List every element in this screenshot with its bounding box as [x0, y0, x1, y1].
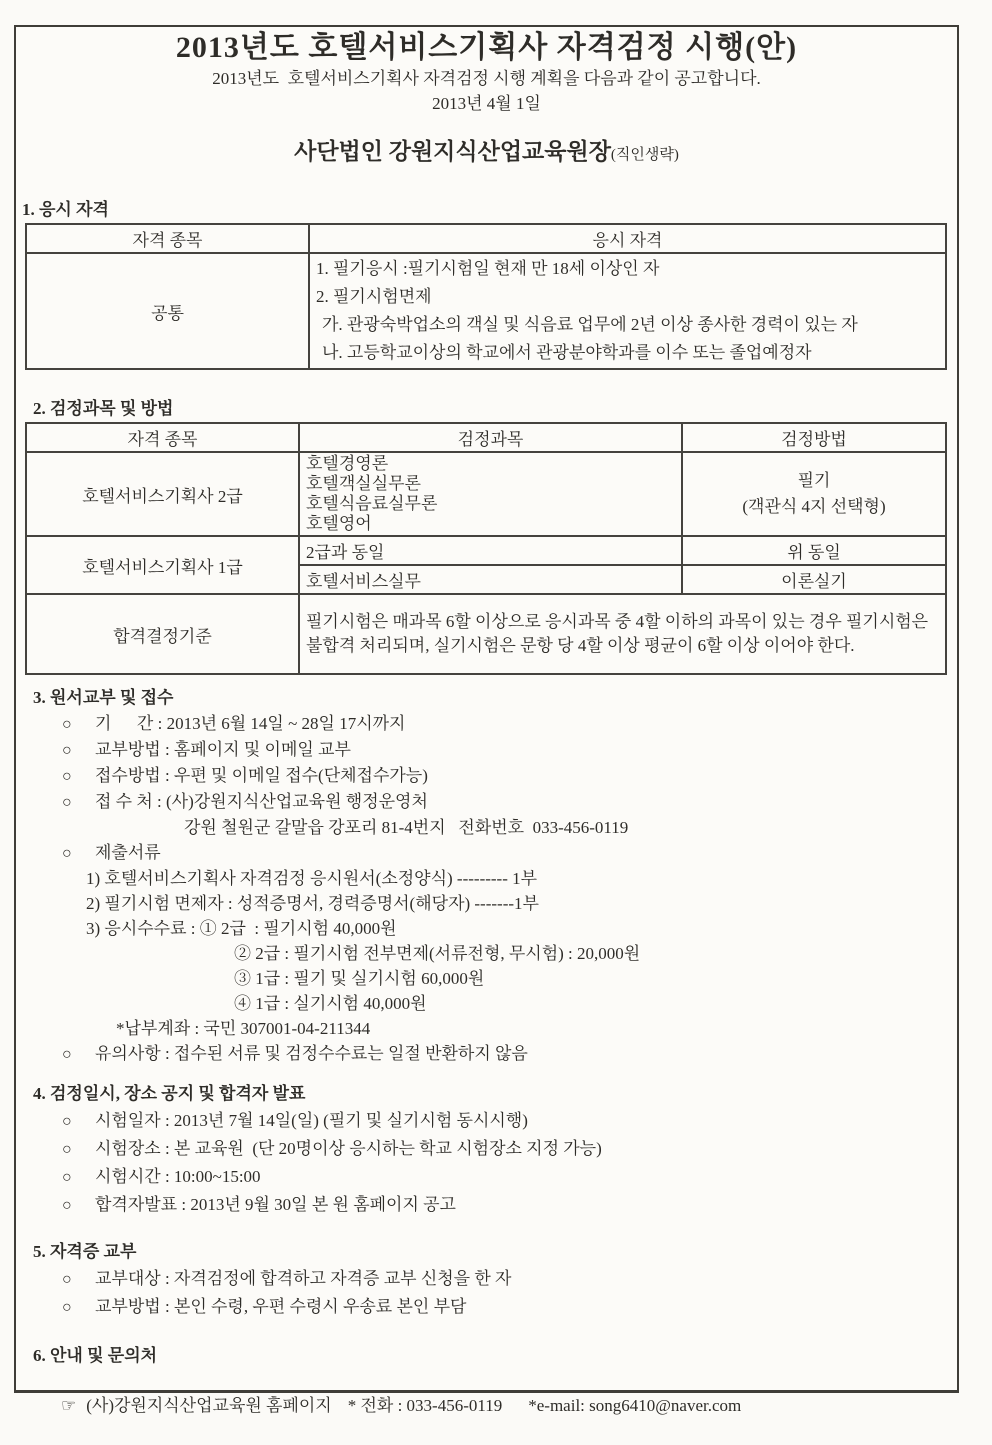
contact-email: *e-mail: song6410@naver.com	[528, 1396, 742, 1415]
item-text: 시험시간 : 10:00~15:00	[95, 1167, 261, 1186]
payment-account-line: *납부계좌 : 국민 307001-04-211344	[116, 1019, 371, 1038]
grade1-subject-cell: 호텔서비스실무	[299, 565, 682, 594]
page-title: 2013년도 호텔서비스기획사 자격검정 시행(안)	[175, 31, 798, 64]
section-3-heading: 3. 원서교부 및 접수	[33, 688, 174, 707]
table-header-row	[26, 423, 946, 452]
issuer-line	[16, 136, 957, 171]
col-header-eligibility: 응시 자격	[309, 224, 946, 253]
table-row-grade1a	[26, 536, 946, 565]
circle-bullet-icon: ○	[62, 742, 72, 759]
item-text: 접 수 처 : (사)강원지식산업교육원 행정운영처	[95, 792, 428, 811]
list-item-exam-time	[16, 1163, 957, 1191]
pass-criteria-text-cell: 필기시험은 매과목 6할 이상으로 응시과목 중 4할 이하의 과목이 있는 경우 필기시험은 불합격 처리되며, 실기시험은 문항 당 4할 이상 평균이 6할 이상 이어야 한다.	[299, 594, 946, 674]
pass-criteria-label-cell: 합격결정기준	[26, 594, 299, 674]
fee-item-2: ② 2급 : 필기시험 전부면제(서류전형, 무시험) : 20,000원	[234, 944, 641, 963]
list-item-result	[16, 1191, 957, 1219]
office-address-line: 강원 철원군 갈말읍 강포리 81-4번지 전화번호 033-456-0119	[184, 818, 629, 837]
section-4-list	[16, 1107, 957, 1219]
list-item-period	[16, 711, 957, 737]
list-item-issue-method	[16, 1293, 957, 1321]
grade1-method-cell: 이론실기	[682, 565, 946, 594]
item-text: 시험일자 : 2013년 7월 14일(일) (필기 및 실기시험 동시시행)	[95, 1111, 528, 1130]
subject-line: 호텔식음료실무론	[306, 494, 438, 513]
col-header-category: 자격 종목	[26, 423, 299, 452]
grade1-label-cell: 호텔서비스기획사 1급	[26, 536, 299, 594]
list-item-exam-date	[16, 1107, 957, 1135]
pointing-hand-icon: ☞	[61, 1396, 77, 1415]
announcement-subtitle: 2013년도 호텔서비스기획사 자격검정 시행 계획을 다음과 같이 공고합니다.	[212, 69, 761, 88]
list-item-issue-method	[16, 737, 957, 763]
table-row-pass-criteria	[26, 594, 946, 674]
item-text: 교부대상 : 자격검정에 합격하고 자격증 교부 신청을 한 자	[95, 1269, 512, 1288]
eligibility-table	[25, 223, 947, 370]
list-item-exam-place	[16, 1135, 957, 1163]
contact-phone: * 전화 : 033-456-0119	[347, 1396, 503, 1415]
category-cell: 공통	[26, 253, 309, 369]
circle-bullet-icon: ○	[62, 1046, 72, 1063]
section-6-heading: 6. 안내 및 문의처	[33, 1346, 158, 1365]
announcement-date: 2013년 4월 1일	[432, 94, 541, 113]
section-4-heading: 4. 검정일시, 장소 공지 및 합격자 발표	[33, 1084, 306, 1103]
requirement-line: 2. 필기시험면제	[316, 287, 432, 306]
grade2-label-cell: 호텔서비스기획사 2급	[26, 452, 299, 536]
document-item-1: 1) 호텔서비스기획사 자격검정 응시원서(소정양식) --------- 1부	[86, 869, 538, 888]
section-1-heading: 1. 응시 자격	[22, 200, 109, 219]
item-text: 시험장소 : 본 교육원 (단 20명이상 응시하는 학교 시험장소 지정 가능)	[95, 1139, 602, 1158]
circle-bullet-icon: ○	[62, 1271, 72, 1288]
col-header-method: 검정방법	[682, 423, 946, 452]
issuer-seal-note: (직인생략)	[610, 147, 679, 163]
col-header-category: 자격 종목	[26, 224, 309, 253]
list-item-issue-target	[16, 1265, 957, 1293]
table-row-grade2	[26, 452, 946, 536]
fee-item-4: ④ 1급 : 실기시험 40,000원	[234, 994, 427, 1013]
col-header-subjects: 검정과목	[299, 423, 682, 452]
subject-line: 호텔경영론	[306, 454, 389, 473]
contact-line	[16, 1367, 957, 1445]
list-item-receipt-office	[16, 789, 957, 815]
circle-bullet-icon: ○	[62, 1299, 72, 1316]
list-item-notice	[16, 1041, 957, 1067]
document-item-3-fee-1: 3) 응시수수료 : ① 2급 : 필기시험 40,000원	[86, 919, 397, 938]
table-row	[26, 253, 946, 369]
issuer-name: 사단법인 강원지식산업교육원장	[294, 139, 611, 164]
section-5-list	[16, 1265, 957, 1321]
table-header-row	[26, 224, 946, 253]
requirement-line: 가. 관광숙박업소의 객실 및 식음료 업무에 2년 이상 종사한 경력이 있는 자	[322, 315, 858, 334]
circle-bullet-icon: ○	[62, 716, 72, 733]
item-text: 합격자발표 : 2013년 9월 30일 본 원 홈페이지 공고	[95, 1195, 456, 1214]
circle-bullet-icon: ○	[62, 794, 72, 811]
contact-homepage: (사)강원지식산업교육원 홈페이지	[86, 1396, 332, 1415]
item-text: 제출서류	[95, 843, 161, 862]
subjects-methods-table	[25, 422, 947, 675]
subject-line: 호텔영어	[306, 514, 372, 533]
grade1-subject-cell: 2급과 동일	[299, 536, 682, 565]
circle-bullet-icon: ○	[62, 845, 72, 862]
list-item-documents	[16, 840, 957, 866]
method-line: (객관식 4지 선택형)	[742, 497, 886, 516]
grade2-method-cell	[682, 452, 946, 536]
circle-bullet-icon: ○	[62, 1141, 72, 1158]
list-item-receipt-method	[16, 763, 957, 789]
document-item-2: 2) 필기시험 면제자 : 성적증명서, 경력증명서(해당자) -------1부	[86, 894, 539, 913]
method-line: 필기	[797, 471, 831, 490]
circle-bullet-icon: ○	[62, 1113, 72, 1130]
circle-bullet-icon: ○	[62, 768, 72, 785]
requirement-line: 나. 고등학교이상의 학교에서 관광분야학과를 이수 또는 졸업예정자	[322, 343, 812, 362]
section-2-heading: 2. 검정과목 및 방법	[33, 399, 174, 418]
circle-bullet-icon: ○	[62, 1169, 72, 1186]
subject-line: 호텔객실실무론	[306, 474, 421, 493]
item-text: 접수방법 : 우편 및 이메일 접수(단체접수가능)	[95, 766, 428, 785]
document-page	[14, 25, 959, 1415]
section-3-list	[16, 711, 957, 1067]
item-text: 교부방법 : 본인 수령, 우편 수령시 우송료 본인 부담	[95, 1297, 467, 1316]
eligibility-cell	[309, 253, 946, 369]
item-text: 교부방법 : 홈페이지 및 이메일 교부	[95, 740, 351, 759]
requirement-line: 1. 필기응시 :필기시험일 현재 만 18세 이상인 자	[316, 259, 660, 278]
circle-bullet-icon: ○	[62, 1197, 72, 1214]
fee-item-3: ③ 1급 : 필기 및 실기시험 60,000원	[234, 969, 485, 988]
grade1-method-cell: 위 동일	[682, 536, 946, 565]
section-5-heading: 5. 자격증 교부	[33, 1242, 137, 1261]
item-text: 유의사항 : 접수된 서류 및 검정수수료는 일절 반환하지 않음	[95, 1044, 528, 1063]
grade2-subjects-cell	[299, 452, 682, 536]
item-text: 기 간 : 2013년 6월 14일 ~ 28일 17시까지	[95, 714, 406, 733]
